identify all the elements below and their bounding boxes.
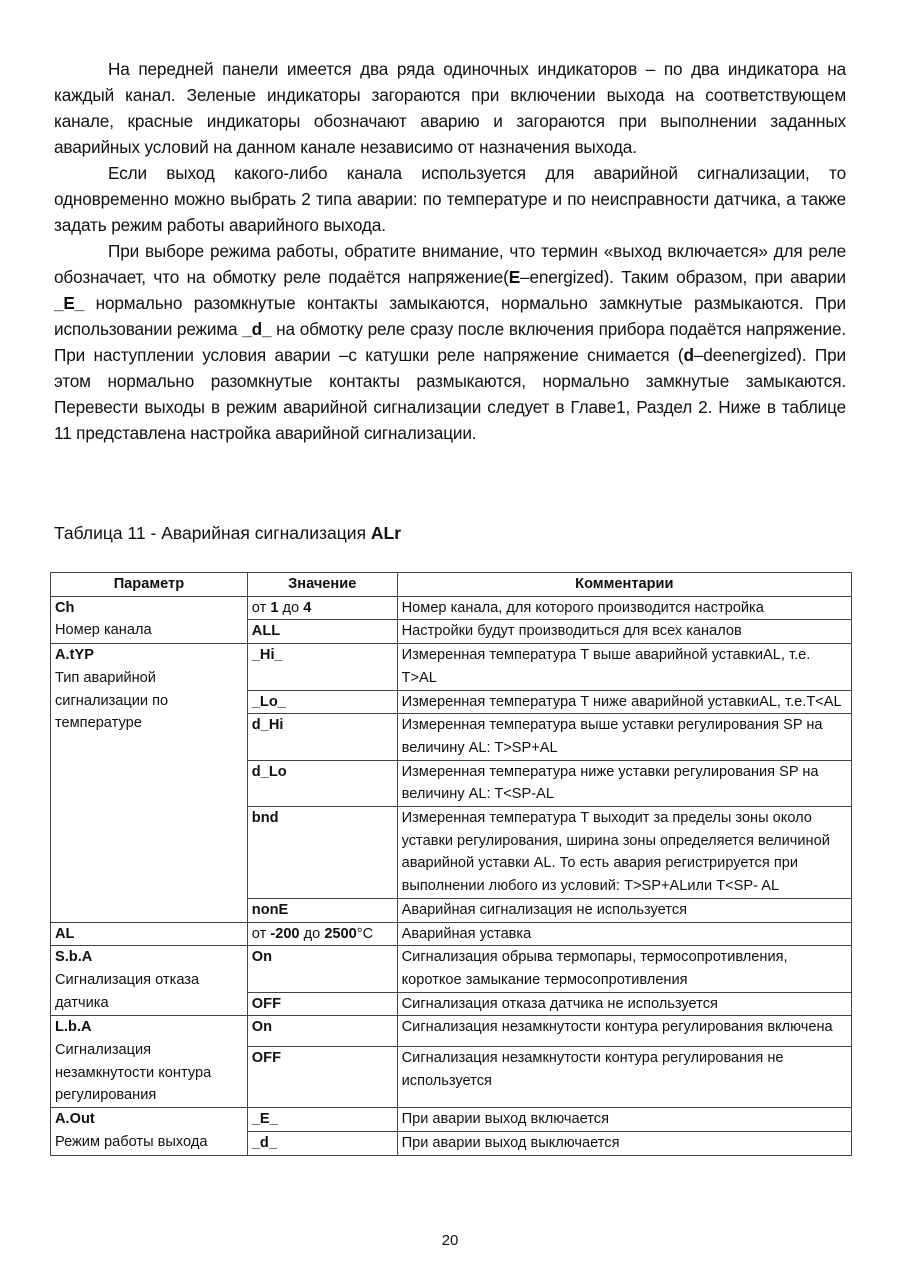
value-cell: _Hi_ — [247, 644, 397, 690]
body-text — [54, 56, 846, 446]
value-cell: bnd — [247, 807, 397, 899]
value-cell: от 1 до 4 — [247, 596, 397, 620]
comment-cell: Измеренная температура T выходит за пределы зоны около уставки регулирования, ширина зоны определяется величиной аварийной уставки AL. То есть авария регистрируется при выполнении любого из условий: T>SP+ALили T<SP- AL — [397, 807, 851, 899]
comment-cell: Измеренная температура выше уставки регулирования SP на величину AL: T>SP+AL — [397, 714, 851, 760]
value-cell: On — [247, 946, 397, 992]
value-cell: On — [247, 1016, 397, 1047]
paragraph-output-mode: При выборе режима работы, обратите внимание, что термин «выход включается» для реле обозначает, что на обмотку реле подаётся напряжение(E–energized). Таким образом, при аварии _E_ нормально разомкнутые контакты замыкаются, нормально замкнутые размыкаются. При использовании режима _d_ на обмотку реле сразу после включения прибора подаётся напряжение. При наступлении условия аварии –с катушки реле напряжение снимается (d–deenergized). При этом нормально разомкнутые контакты размыкаются, нормально замкнутые замыкаются. Перевести выходы в режим аварийной сигнализации следует в Главе1, Раздел 2. Ниже в таблице 11 представлена настройка аварийной сигнализации. — [54, 241, 846, 443]
table-row — [51, 596, 852, 620]
table-row — [51, 644, 852, 690]
comment-cell: Сигнализация незамкнутости контура регулирования не используется — [397, 1047, 851, 1108]
header-comments: Комментарии — [397, 573, 851, 597]
comment-cell: Настройки будут производиться для всех каналов — [397, 620, 851, 644]
comment-cell: Аварийная сигнализация не используется — [397, 898, 851, 922]
comment-cell: Номер канала, для которого производится настройка — [397, 596, 851, 620]
param-ch: Ch Номер канала — [51, 596, 248, 643]
header-value: Значение — [247, 573, 397, 597]
comment-cell: Измеренная температура T выше аварийной уставкиAL, т.е. T>AL — [397, 644, 851, 690]
comment-cell: При аварии выход выключается — [397, 1131, 851, 1155]
value-cell: ALL — [247, 620, 397, 644]
param-lba: L.b.A Сигнализация незамкнутости контура регулирования — [51, 1016, 248, 1108]
param-al: AL — [51, 922, 248, 946]
header-parameter: Параметр — [51, 573, 248, 597]
paragraph-alarm-types: Если выход какого-либо канала используется для аварийной сигнализации, то одновременно можно выбрать 2 типа аварии: по температуре и по неисправности датчика, а также задать режим работы аварийного выхода. — [54, 163, 846, 235]
comment-cell: Измеренная температура ниже уставки регулирования SP на величину AL: T<SP-AL — [397, 760, 851, 806]
value-cell: OFF — [247, 1047, 397, 1108]
value-cell: _d_ — [247, 1131, 397, 1155]
value-cell: d_Hi — [247, 714, 397, 760]
comment-cell: Аварийная уставка — [397, 922, 851, 946]
value-cell: _E_ — [247, 1108, 397, 1132]
table-row — [51, 922, 852, 946]
table-row — [51, 1108, 852, 1132]
param-aout: A.Out Режим работы выхода — [51, 1108, 248, 1155]
page-number: 20 — [441, 1232, 459, 1249]
table-row — [51, 1016, 852, 1047]
param-sba: S.b.A Сигнализация отказа датчика — [51, 946, 248, 1016]
value-cell: от -200 до 2500°C — [247, 922, 397, 946]
value-cell: _Lo_ — [247, 690, 397, 714]
value-cell: nonE — [247, 898, 397, 922]
paragraph-indicators: На передней панели имеется два ряда одиночных индикаторов – по два индикатора на каждый канал. Зеленые индикаторы загораются при включении выхода на соответствующем канале, красные индикаторы обозначают аварию и загораются при выполнении заданных аварийных условий на данном канале независимо от назначения выхода. — [54, 59, 846, 157]
comment-cell: Сигнализация обрыва термопары, термосопротивления, короткое замыкание термосопротивления — [397, 946, 851, 992]
param-atyp: A.tYP Тип аварийной сигнализации по температуре — [51, 644, 248, 922]
comment-cell: Сигнализация незамкнутости контура регулирования включена — [397, 1016, 851, 1047]
comment-cell: Сигнализация отказа датчика не используется — [397, 992, 851, 1016]
table-caption: Таблица 11 - Аварийная сигнализация ALr — [54, 523, 402, 543]
value-cell: OFF — [247, 992, 397, 1016]
alarm-settings-table — [50, 572, 852, 1156]
value-cell: d_Lo — [247, 760, 397, 806]
table-header-row — [51, 573, 852, 597]
comment-cell: Измеренная температура T ниже аварийной уставкиAL, т.е.T<AL — [397, 690, 851, 714]
comment-cell: При аварии выход включается — [397, 1108, 851, 1132]
table-row — [51, 946, 852, 992]
